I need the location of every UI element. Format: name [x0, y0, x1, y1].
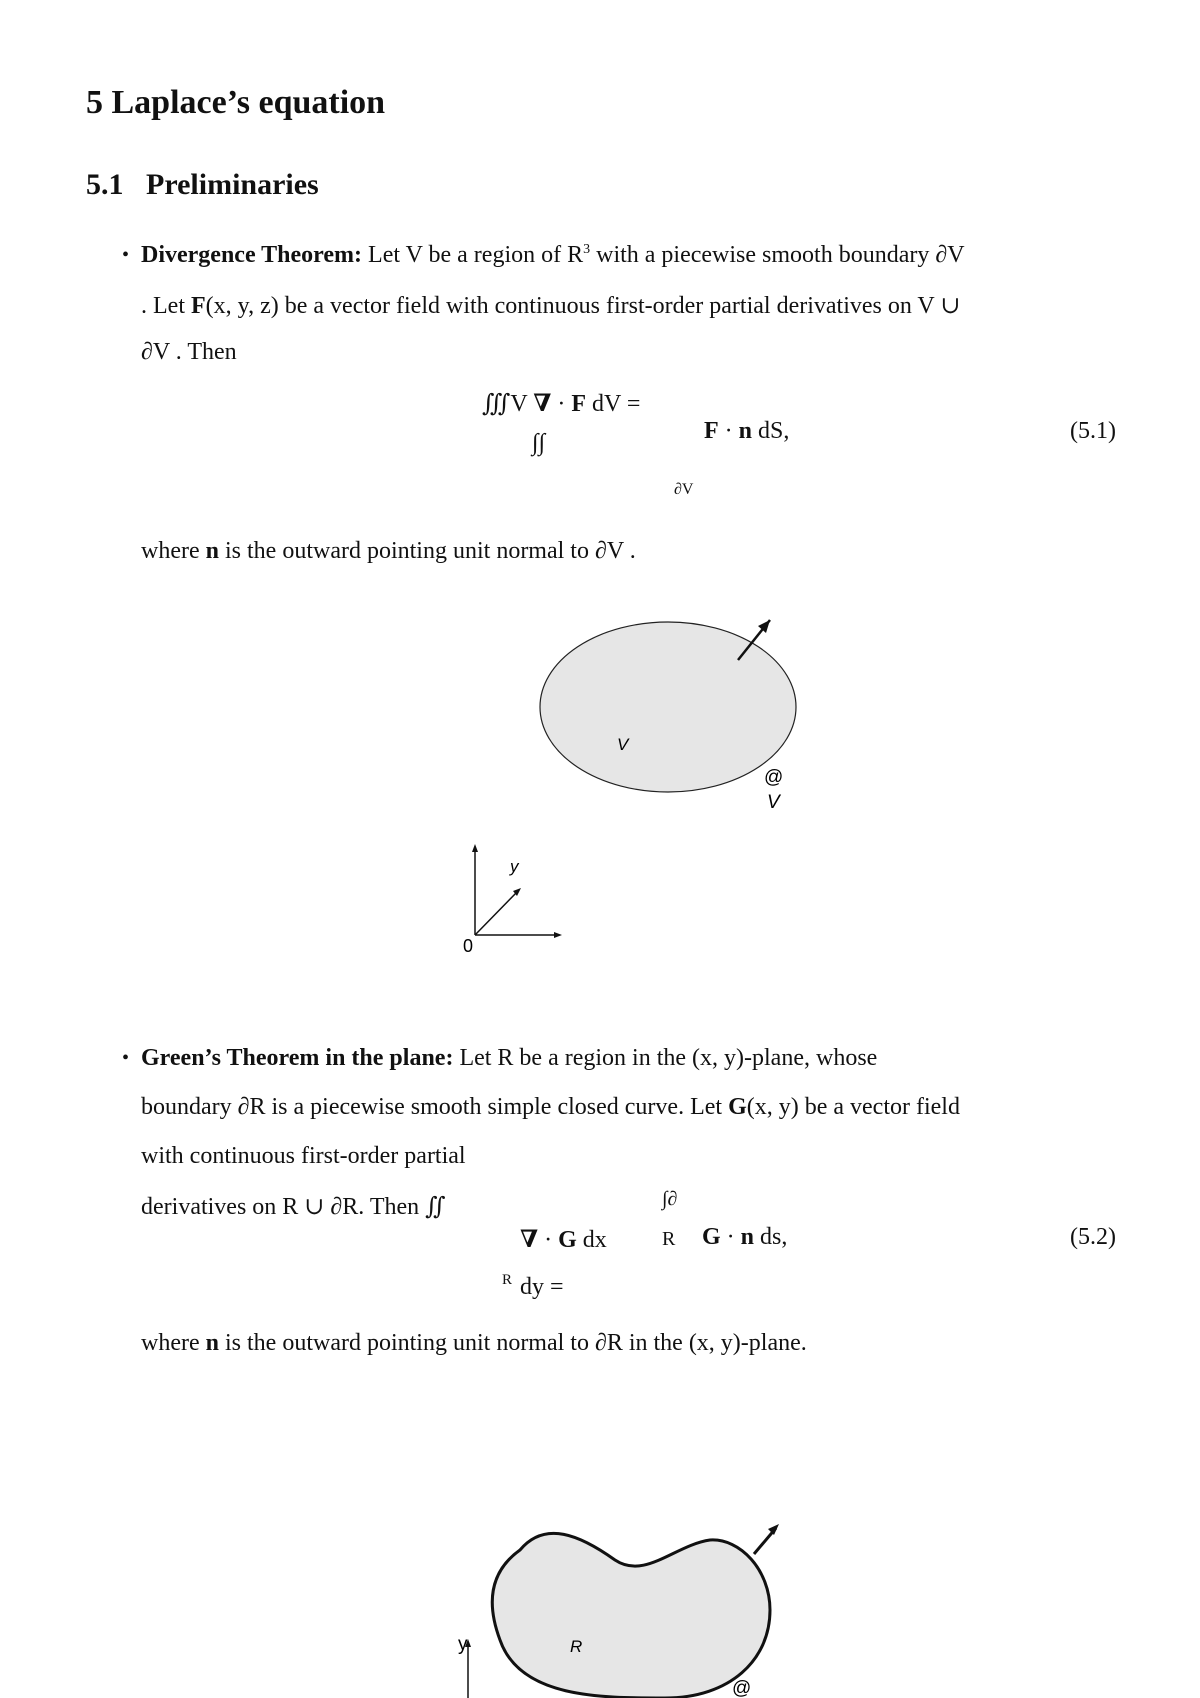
chapter-title: 5 Laplace’s equation — [86, 84, 386, 121]
vector-symbol: G — [728, 1094, 747, 1120]
dot-operator: · — [718, 418, 739, 444]
region-R-shape — [492, 1533, 770, 1698]
divergence-label: Divergence Theorem: — [141, 242, 363, 268]
vector-symbol: n — [738, 418, 753, 444]
divergence-line-2 — [141, 291, 960, 320]
integral-subscript: R — [662, 1228, 676, 1250]
divergence-figure — [430, 600, 830, 960]
vector-symbol: G — [702, 1224, 721, 1250]
green-line-3: with continuous first-order partial — [141, 1143, 466, 1169]
boundary-label-V: V — [767, 792, 780, 813]
equation-5-2-tail: dy = — [520, 1274, 564, 1300]
vector-symbol: F — [190, 293, 206, 319]
section-heading — [86, 168, 319, 202]
green-where-line — [141, 1330, 807, 1357]
divergence-text: with a piecewise smooth boundary ∂V — [590, 242, 965, 268]
divergence-where-line — [141, 538, 636, 565]
nabla-symbol: ∇ — [533, 391, 552, 417]
equation-text: dx — [576, 1227, 607, 1253]
nabla-symbol: ∇ — [520, 1227, 539, 1253]
divergence-text: (x, y, z) be a vector field with continuous first-order partial derivatives on V ∪ — [205, 293, 961, 319]
integral-subscript: R — [502, 1272, 513, 1288]
z-axis-line — [475, 891, 518, 935]
surface-integral-symbol: ∫∫ — [532, 430, 546, 456]
axis-label-y: y — [458, 1634, 468, 1655]
superscript: 3 — [583, 242, 591, 257]
green-label: Green’s Theorem in the plane: — [141, 1045, 454, 1071]
equation-text: dS, — [752, 418, 790, 444]
equation-number-5-2: (5.2) — [1070, 1224, 1116, 1250]
integral-subscript: ∂V — [674, 481, 694, 498]
equation-5-2-lhs — [520, 1224, 607, 1254]
region-label-R: R — [570, 1637, 583, 1656]
equation-5-1-rhs — [704, 418, 789, 445]
equation-text: ds, — [754, 1224, 788, 1250]
origin-label: 0 — [463, 936, 474, 956]
equation-number-5-1: (5.1) — [1070, 418, 1116, 444]
where-text: is the outward pointing unit normal to ∂V . — [219, 538, 636, 564]
y-axis-arrow — [472, 844, 478, 852]
dot-operator: · — [720, 1224, 741, 1250]
where-text: is the outward pointing unit normal to ∂R in the (x, y)-plane. — [219, 1330, 807, 1356]
green-line-2 — [141, 1094, 960, 1121]
x-axis-arrow — [554, 932, 562, 938]
green-text: Let R be a region in the (x, y)-plane, whose — [453, 1045, 878, 1071]
axis-label-y: y — [510, 857, 519, 876]
bullet-icon: • — [122, 244, 130, 266]
region-V-shape — [540, 622, 796, 792]
boundary-label-at: @ — [732, 1678, 752, 1698]
divergence-text: Let V be a region of R — [362, 242, 584, 268]
green-line-4: derivatives on R ∪ ∂R. Then ∬ — [141, 1194, 446, 1220]
vector-symbol: F — [704, 418, 719, 444]
line-integral-symbol: ∫∂ — [662, 1188, 678, 1210]
green-text: (x, y) be a vector field — [746, 1094, 960, 1120]
divergence-text: . Let — [141, 293, 191, 319]
vector-symbol: n — [205, 538, 219, 564]
vector-symbol: n — [740, 1224, 755, 1250]
section-number: 5.1 — [86, 168, 124, 201]
equation-text: dV = — [586, 391, 641, 417]
green-figure — [430, 1500, 830, 1698]
dot-operator: · — [551, 391, 572, 417]
divergence-line-1 — [141, 242, 965, 269]
equation-5-2-rhs — [702, 1224, 787, 1251]
region-label-V: V — [617, 735, 629, 754]
section-title: Preliminaries — [146, 168, 319, 201]
equation-5-1-lhs — [482, 388, 640, 418]
vector-symbol: G — [558, 1227, 577, 1253]
bullet-icon: • — [122, 1047, 130, 1069]
green-text: boundary ∂R is a piecewise smooth simple closed curve. Let — [141, 1094, 729, 1120]
boundary-label-at: @ — [764, 767, 784, 788]
green-line-1 — [141, 1045, 877, 1072]
vector-symbol: F — [571, 391, 587, 417]
divergence-line-3: ∂V . Then — [141, 339, 237, 365]
where-text: where — [141, 538, 206, 564]
dot-operator: · — [538, 1227, 559, 1253]
vector-symbol: n — [205, 1330, 219, 1356]
integral-symbol: ∭V — [482, 391, 534, 417]
where-text: where — [141, 1330, 206, 1356]
